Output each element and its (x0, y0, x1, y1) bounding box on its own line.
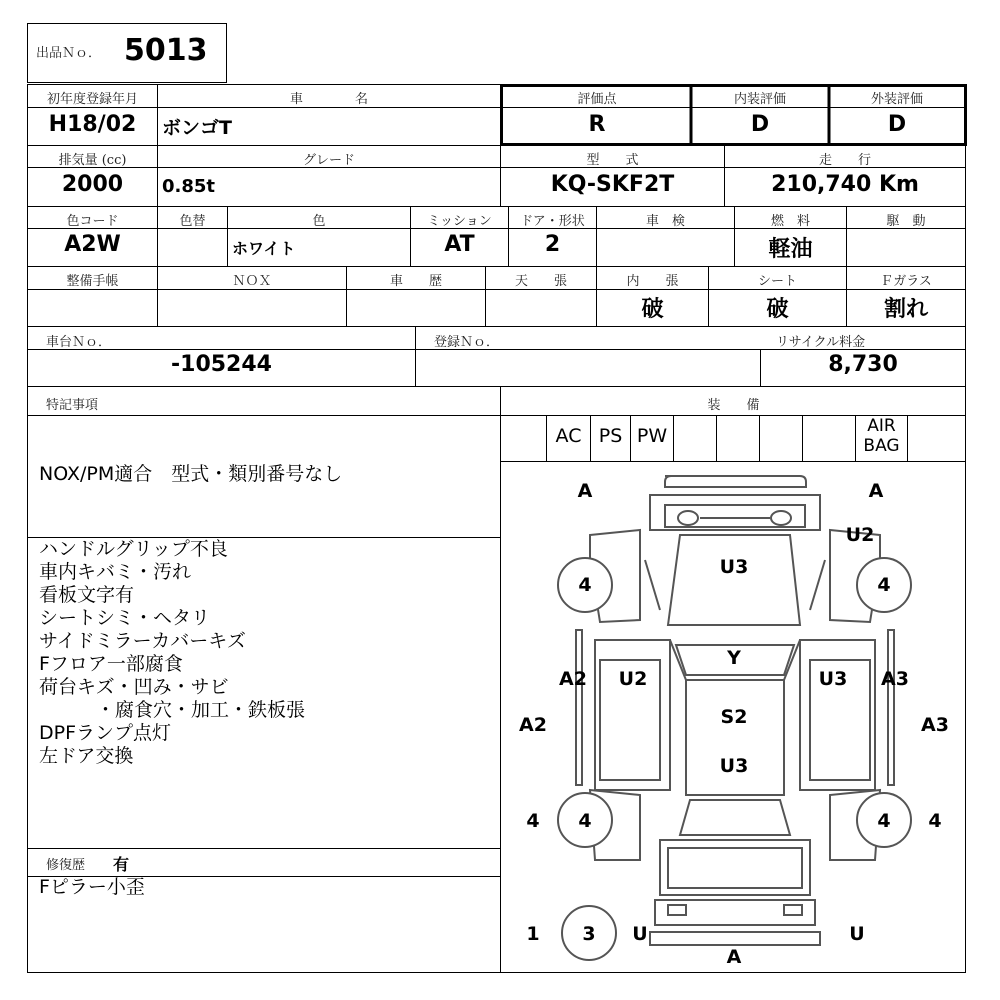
mark-u2-top-right: U2 (845, 524, 875, 546)
remarks-list: ハンドルグリップ不良 車内キバミ・汚れ 看板文字有 シートシミ・ヘタリ サイドミラーカバーキズ Fフロア一部腐食 荷台キズ・凹み・サビ ・腐食穴・加工・鉄板張 DPFランプ点灯 左ドア交換 (39, 538, 306, 767)
recycle-value: 8,730 (828, 352, 898, 377)
tire-rear-right: 4 (877, 810, 891, 832)
mark-a-bottom: A (726, 946, 742, 968)
mark-a-top-right: A (868, 480, 884, 502)
displacement-header: 排気量 (cc) (58, 153, 127, 168)
inner-value: 破 (641, 297, 664, 322)
grade-header: グレード (302, 153, 355, 168)
equipment-header: 装 備 (707, 398, 760, 413)
mark-u-left: U (632, 923, 648, 945)
maintenance-header: 整備手帳 (66, 274, 119, 289)
model-value: KQ-SKF2T (550, 172, 675, 197)
grade-value: 0.85t (162, 176, 216, 197)
tire-rear-left-outside: 4 (526, 810, 540, 832)
mileage-value: 210,740 Km (771, 172, 919, 197)
score-header: 評価点 (577, 92, 617, 107)
equipment-airbag: AIR BAG (863, 416, 900, 456)
color-code-header: 色コード (66, 214, 119, 229)
spare-tire: 3 (582, 923, 596, 945)
interior-value: D (750, 112, 770, 137)
fglass-value: 割れ (883, 297, 928, 322)
mark-y-roof: Y (727, 647, 741, 669)
tire-rear-left: 4 (578, 810, 592, 832)
recycle-header: リサイクル料金 (776, 335, 866, 350)
color-code-value: A2W (64, 232, 121, 257)
interior-header: 内装評価 (733, 92, 786, 107)
chassis-value: -105244 (171, 352, 272, 377)
displacement-value: 2000 (61, 172, 124, 197)
history-header: 車 歴 (389, 274, 442, 289)
tire-front-right: 4 (877, 574, 891, 596)
mark-a2-left-side: A2 (519, 714, 547, 736)
mark-s2-center: S2 (720, 706, 748, 728)
exterior-header: 外装評価 (870, 92, 923, 107)
mark-a3-right-side: A3 (921, 714, 949, 736)
registration-header: 登録Ｎｏ． (434, 335, 500, 350)
tire-rear-right-outside: 4 (928, 810, 942, 832)
mark-u3-center: U3 (719, 755, 749, 777)
inspection-header: 車 検 (645, 214, 685, 229)
repair-value: 有 (113, 855, 130, 874)
mark-u3-right: U3 (818, 668, 848, 690)
remarks-line1: NOX/PM適合 型式・類別番号なし (39, 463, 343, 485)
equipment-pw: PW (636, 425, 668, 447)
remarks-header: 特記事項 (46, 398, 99, 413)
color-value: ホワイト (232, 239, 296, 258)
door-value: 2 (544, 232, 561, 257)
mark-a2-left-door: A2 (559, 668, 587, 690)
equipment-ps: PS (598, 425, 623, 447)
mission-header: ミッション (427, 214, 492, 229)
drive-header: 駆 動 (886, 214, 926, 229)
mark-a3-right-door: A3 (881, 668, 909, 690)
nox-header: ＮＯＸ (232, 274, 272, 289)
equipment-ac: AC (555, 425, 582, 447)
chassis-header: 車台Ｎｏ． (46, 335, 112, 350)
lot-number: 5013 (124, 33, 208, 68)
car-name-value: ボンゴT (162, 117, 232, 139)
door-header: ドア・形状 (520, 214, 585, 229)
car-name-header: 車 名 (289, 92, 368, 107)
mileage-header: 走 行 (818, 153, 871, 168)
mission-value: AT (444, 232, 475, 257)
mark-a-top-left: A (577, 480, 593, 502)
fuel-value: 軽油 (768, 237, 813, 262)
spare-outside: 1 (526, 923, 540, 945)
color-change-header: 色替 (179, 214, 206, 229)
tire-front-left: 4 (578, 574, 592, 596)
lot-number-label: 出品Ｎｏ． (36, 46, 102, 61)
mark-u-right: U (849, 923, 865, 945)
seat-header: シート (757, 274, 797, 289)
repair-note: Fピラー小歪 (39, 876, 145, 898)
color-header: 色 (312, 214, 326, 229)
repair-header: 修復歴 (46, 858, 86, 873)
ceiling-header: 天 張 (514, 274, 567, 289)
seat-value: 破 (766, 297, 789, 322)
score-value: R (588, 112, 606, 137)
reg-date-value: H18/02 (48, 112, 137, 137)
fglass-header: Ｆガラス (880, 274, 932, 289)
fuel-header: 燃 料 (770, 214, 810, 229)
reg-date-header: 初年度登録年月 (46, 92, 138, 107)
inner-header: 内 張 (626, 274, 679, 289)
exterior-value: D (887, 112, 907, 137)
model-header: 型 式 (586, 153, 639, 168)
mark-u3-hood: U3 (719, 556, 749, 578)
mark-u2-left: U2 (618, 668, 648, 690)
